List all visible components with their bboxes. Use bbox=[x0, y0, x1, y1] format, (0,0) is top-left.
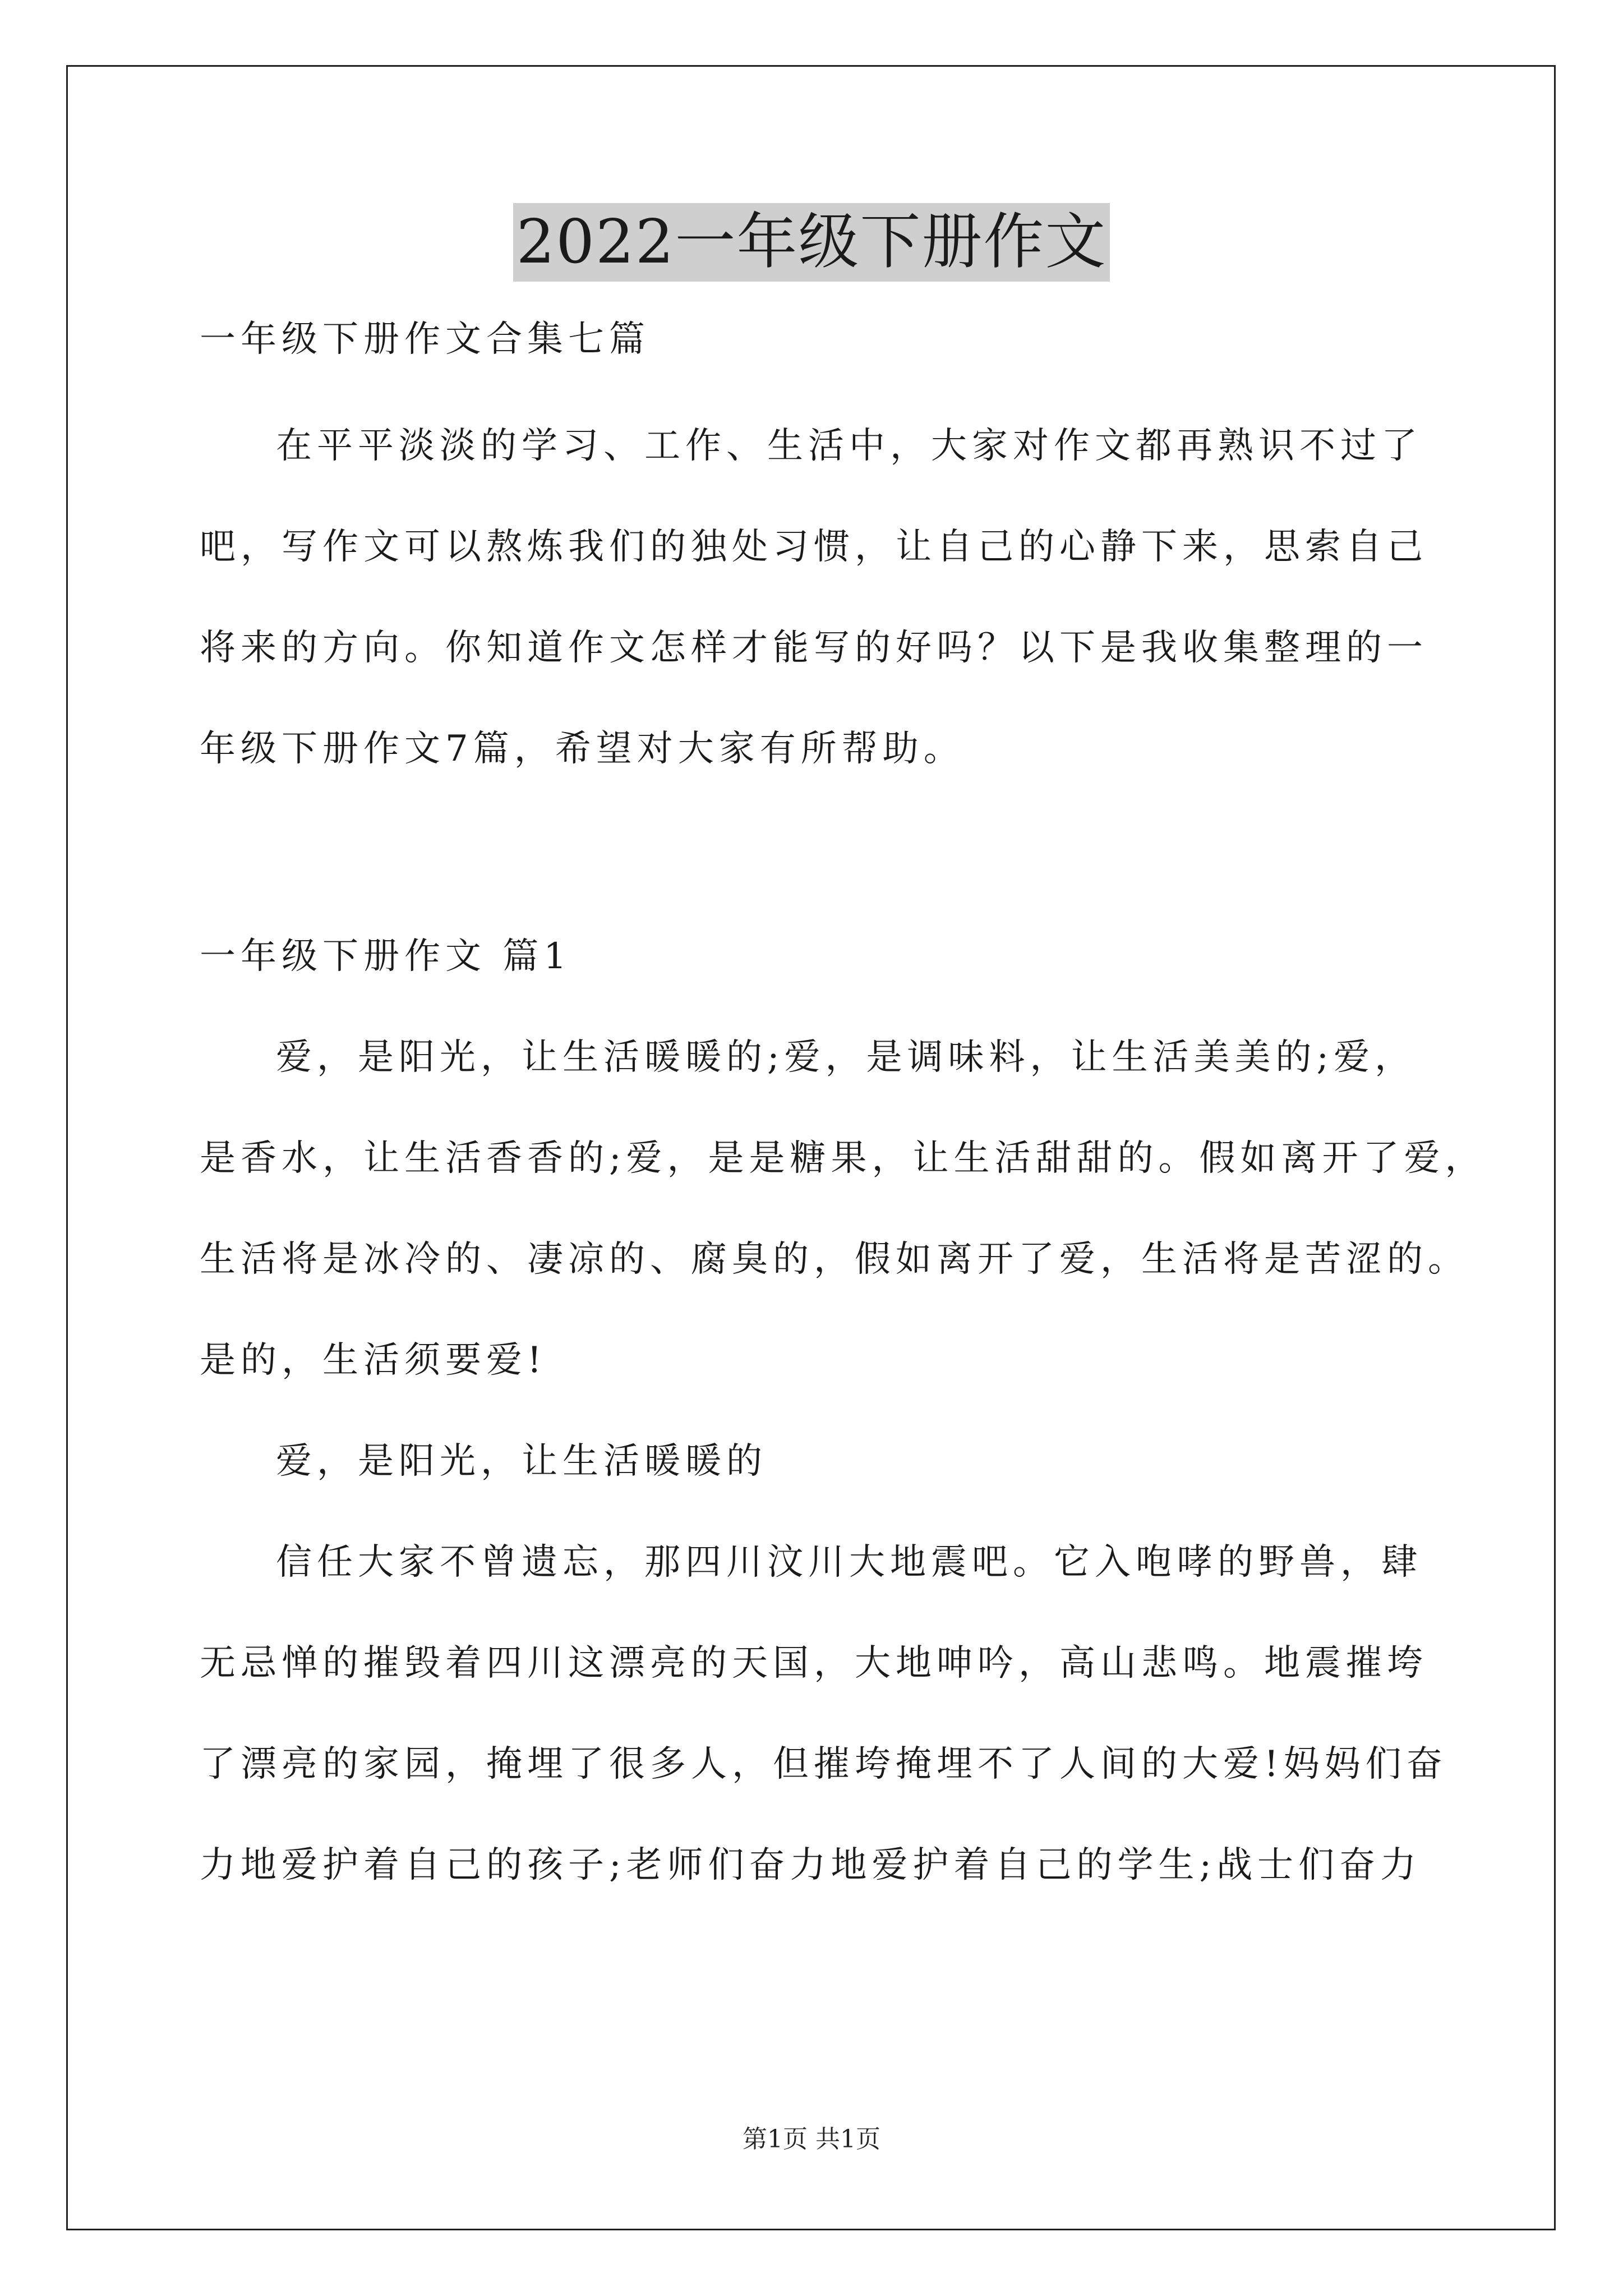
section-paragraph-line: 力地爱护着自己的孩子;老师们奋力地爱护着自己的学生;战士们奋力 bbox=[200, 1844, 1422, 1886]
section-paragraph-line: 爱，是阳光，让生活暖暖的;爱，是调味料，让生活美美的;爱， bbox=[276, 1037, 1416, 1078]
section-paragraph-line: 信任大家不曾遗忘，那四川汶川大地震吧。它入咆哮的野兽，肆 bbox=[276, 1542, 1422, 1583]
section-heading: 一年级下册作文 篇1 bbox=[200, 936, 572, 977]
intro-paragraph-line: 将来的方向。你知道作文怎样才能写的好吗？以下是我收集整理的一 bbox=[200, 627, 1428, 669]
document-title-wrapper bbox=[0, 203, 1623, 282]
section-paragraph-line: 无忌惮的摧毁着四川这漂亮的天国，大地呻吟，高山悲鸣。地震摧垮 bbox=[200, 1642, 1428, 1684]
intro-paragraph-line: 吧，写作文可以熬炼我们的独处习惯，让自己的心静下来，思索自己 bbox=[200, 526, 1428, 568]
section-paragraph-line: 是的，生活须要爱! bbox=[200, 1340, 547, 1381]
section-paragraph-line: 生活将是冰冷的、凄凉的、腐臭的，假如离开了爱，生活将是苦涩的。 bbox=[200, 1239, 1469, 1280]
section-paragraph-line: 爱，是阳光，让生活暖暖的 bbox=[276, 1441, 767, 1482]
intro-paragraph-line: 在平平淡淡的学习、工作、生活中，大家对作文都再熟识不过了 bbox=[276, 425, 1422, 467]
document-title: 2022一年级下册作文 bbox=[513, 203, 1110, 282]
page-footer: 第1页 共1页 bbox=[743, 2125, 880, 2154]
section-paragraph-line: 了漂亮的家园，掩埋了很多人，但摧垮掩埋不了人间的大爱!妈妈们奋 bbox=[200, 1743, 1447, 1785]
intro-heading: 一年级下册作文合集七篇 bbox=[200, 319, 650, 360]
intro-paragraph-line: 年级下册作文7篇，希望对大家有所帮助。 bbox=[200, 728, 965, 770]
section-paragraph-line: 是香水，让生活香香的;爱，是是糖果，让生活甜甜的。假如离开了爱， bbox=[200, 1138, 1486, 1179]
